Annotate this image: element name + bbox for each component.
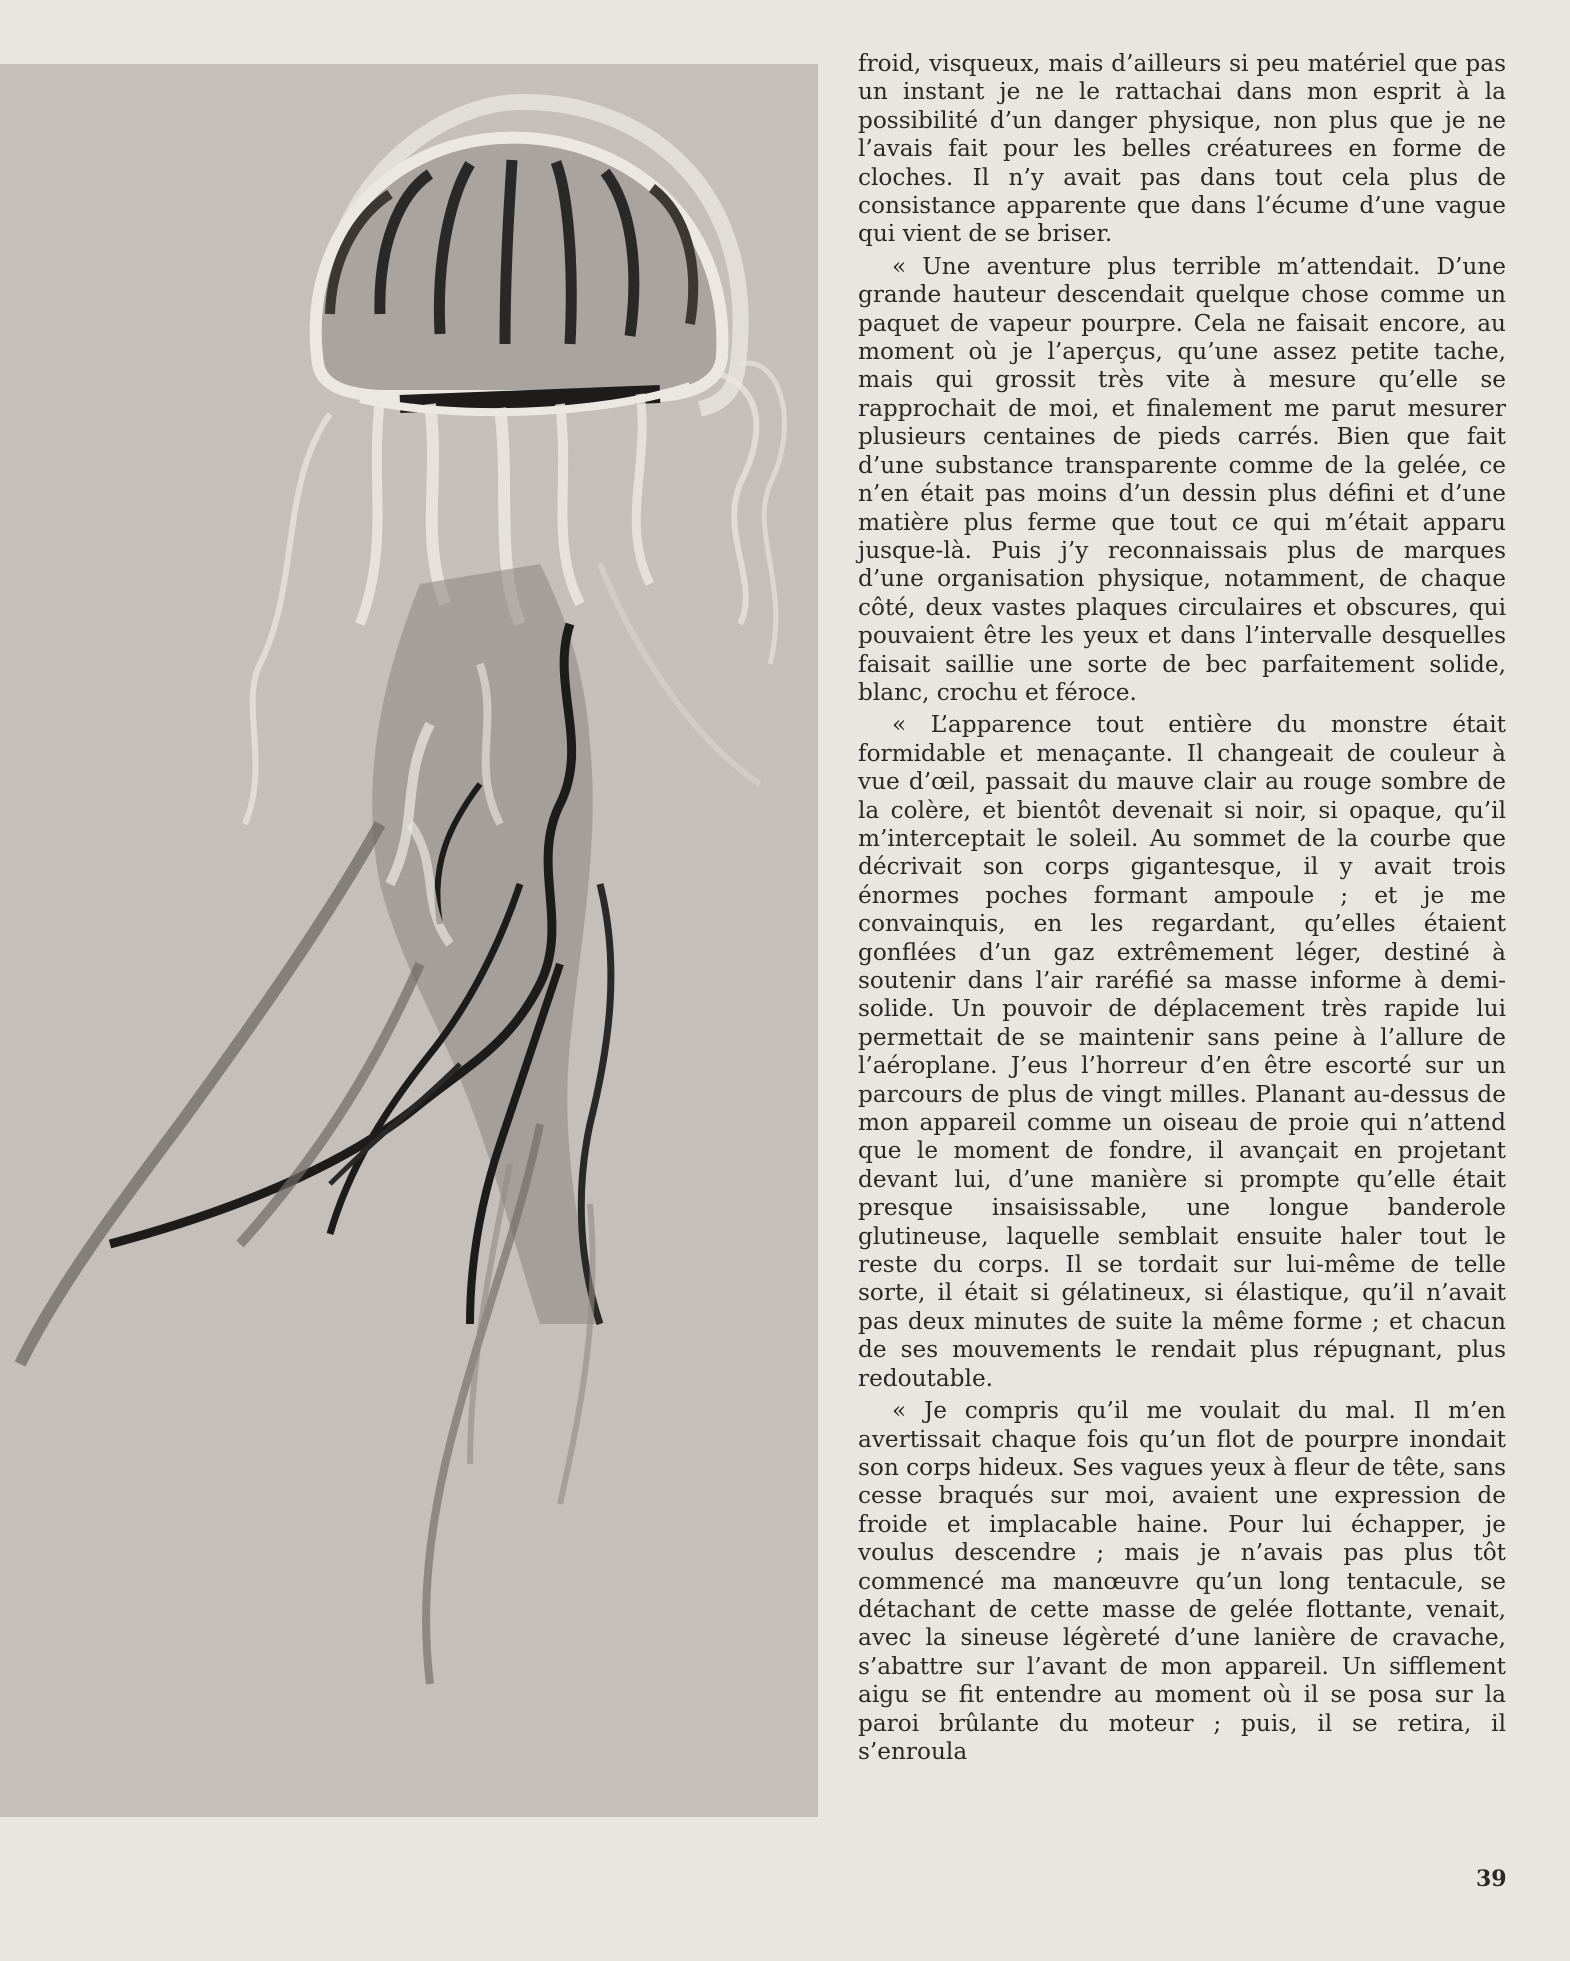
side-tentacle <box>740 363 784 664</box>
jellyfish-illustration <box>0 64 818 1817</box>
side-tentacle <box>720 374 756 624</box>
page-number: 39 <box>1476 1866 1507 1892</box>
article-text-column <box>858 50 1506 1766</box>
side-tentacle <box>600 564 760 784</box>
side-tentacle <box>245 414 330 824</box>
jellyfish-painting <box>0 64 818 1817</box>
article-paragraph: « Une aventure plus terrible m’attendait. D’une grande hauteur descendait quelque chose comme un paquet de vapeur pourpre. Cela ne faisait encore, au moment où je l’aperçus, qu’une assez petite tache, mais qui grossit très vite à mesure qu’elle se rapprochait de moi, et finalement me parut mesurer plusieurs centaines de pieds carrés. Bien que fait d’une substance transparente comme de la gelée, ce n’en était pas moins d’un dessin plus défini et d’une matière plus ferme que tout ce qui m’était apparu jusque-là. Puis j’y reconnaissais plus de marques d’une organisation physique, notamment, de chaque côté, deux vastes plaques circulaires et obscures, qui pouvaient être les yeux et dans l’intervalle desquelles faisait saillie une sorte de bec parfaitement solide, blanc, crochu et féroce. <box>858 252 1506 706</box>
pale-tentacle <box>430 404 445 604</box>
ink-tentacle <box>581 884 611 1324</box>
ink-tentacle <box>330 1064 460 1184</box>
pale-tentacle <box>560 404 580 604</box>
article-paragraph: « Je compris qu’il me voulait du mal. Il m’en avertissait chaque fois qu’un flot de pourpre inondait son corps hideux. Ses vagues yeux à fleur de tête, sans cesse braqués sur moi, avaient une expression de froide et implacable haine. Pour lui échapper, je voulus descendre ; mais je n’avais pas plus tôt commencé ma manœuvre qu’un long tentacule, se détachant de cette masse de gelée flottante, venait, avec la sineuse légèreté d’une lanière de cravache, s’abattre sur l’avant de mon appareil. Un sifflement aigu se fit entendre au moment où il se posa sur la paroi brûlante du moteur ; puis, il se retira, il s’enroula <box>858 1397 1506 1765</box>
article-paragraph: « L’apparence tout entière du monstre était formidable et menaçante. Il changeait de couleur à vue d’œil, passait du mauve clair au rouge sombre de la colère, et bientôt devenait si noir, si opaque, qu’il m’interceptait le soleil. Au sommet de la courbe que décrivait son corps gigantesque, il y avait trois énormes poches formant ampoule ; et je me convainquis, en les regardant, qu’elles étaient gonflées d’un gaz extrêmement léger, destiné à soutenir dans l’air raréfié sa masse informe à demi-solide. Un pouvoir de déplacement très rapide lui permettait de se maintenir sans peine à l’allure de l’aéroplane. J’eus l’horreur d’en être escorté sur un parcours de plus de vingt milles. Planant au-dessus de mon appareil comme un oiseau de proie qui n’attend que le moment de fondre, il avançait en projetant devant lui, d’une manière si prompte qu’elle était presque insaisissable, une longue banderole glutineuse, laquelle semblait ensuite haler tout le reste du corps. Il se tordait sur lui-même de telle sorte, il était si gélatineux, si élastique, qu’il n’avait pas deux minutes de suite la même forme ; et chacun de ses mouvements le rendait plus répugnant, plus redoutable. <box>858 711 1506 1392</box>
pale-tentacle <box>636 394 650 584</box>
pale-tentacle <box>360 399 380 624</box>
grey-tendril <box>20 824 380 1364</box>
article-paragraph: froid, visqueux, mais d’ailleurs si peu matériel que pas un instant je ne le rattachai dans mon esprit à la possibilité d’un danger physique, non plus que je ne l’avais fait pour les belles créaturees en forme de cloches. Il n’y avait pas dans tout cela plus de consistance apparente que dans l’écume d’une vague qui vient de se briser. <box>858 50 1506 248</box>
